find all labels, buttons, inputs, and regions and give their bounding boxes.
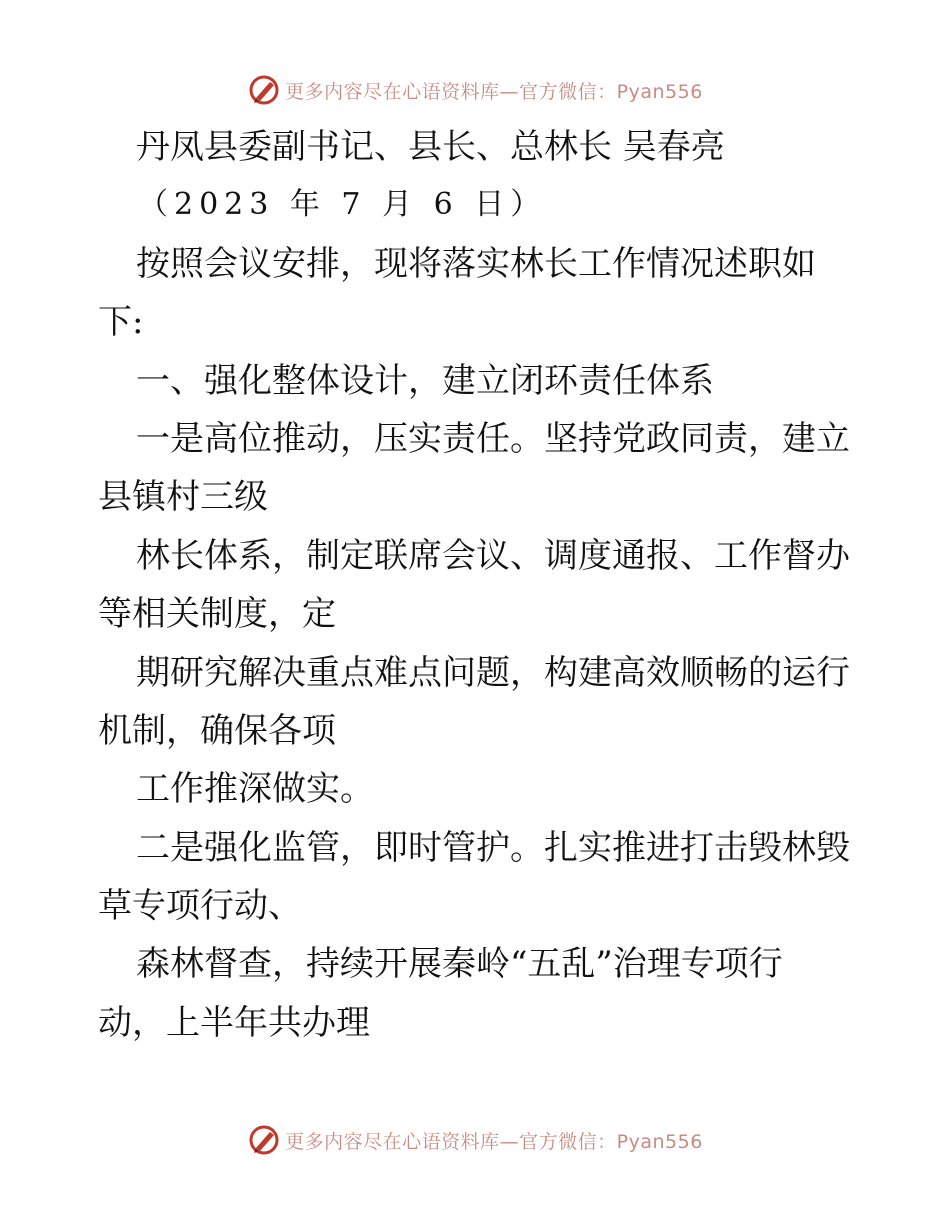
paragraph-line: 森林督查，持续开展秦岭“五乱”治理专项行	[136, 944, 783, 985]
paragraph-line: 县镇村三级	[98, 477, 268, 518]
watermark-footer	[0, 1120, 950, 1160]
author-line: 丹凤县委副书记、县长、总林长 吴春亮	[136, 127, 725, 167]
watermark-header	[0, 70, 950, 110]
paragraph-line: 动，上半年共办理	[98, 1002, 370, 1043]
watermark-text: 更多内容尽在心语资料库—官方微信：Pyan556	[285, 80, 703, 103]
document-body	[98, 118, 858, 1052]
paragraph-line: 二是强化监管，即时管护。扎实推进打击毁林毁	[136, 827, 850, 868]
paragraph-line: 一是高位推动，压实责任。坚持党政同责，建立	[136, 418, 850, 459]
paragraph-line: 机制，确保各项	[98, 710, 336, 751]
pen-logo-icon	[247, 73, 281, 107]
paragraph-line: 林长体系，制定联席会议、调度通报、工作督办	[136, 535, 850, 576]
date-line: （2023 年 7 月 6 日）	[138, 187, 547, 223]
paragraph-line: 下:	[98, 302, 144, 343]
watermark-text: 更多内容尽在心语资料库—官方微信：Pyan556	[285, 1130, 703, 1153]
section-heading: 一、强化整体设计，建立闭环责任体系	[136, 360, 714, 401]
paragraph-line: 等相关制度，定	[98, 594, 336, 635]
paragraph-line: 按照会议安排，现将落实林长工作情况述职如	[136, 243, 816, 284]
pen-logo-icon	[247, 1123, 281, 1157]
paragraph-line: 工作推深做实。	[136, 769, 374, 810]
paragraph-line: 期研究解决重点难点问题，构建高效顺畅的运行	[136, 652, 850, 693]
paragraph-line: 草专项行动、	[98, 886, 302, 927]
